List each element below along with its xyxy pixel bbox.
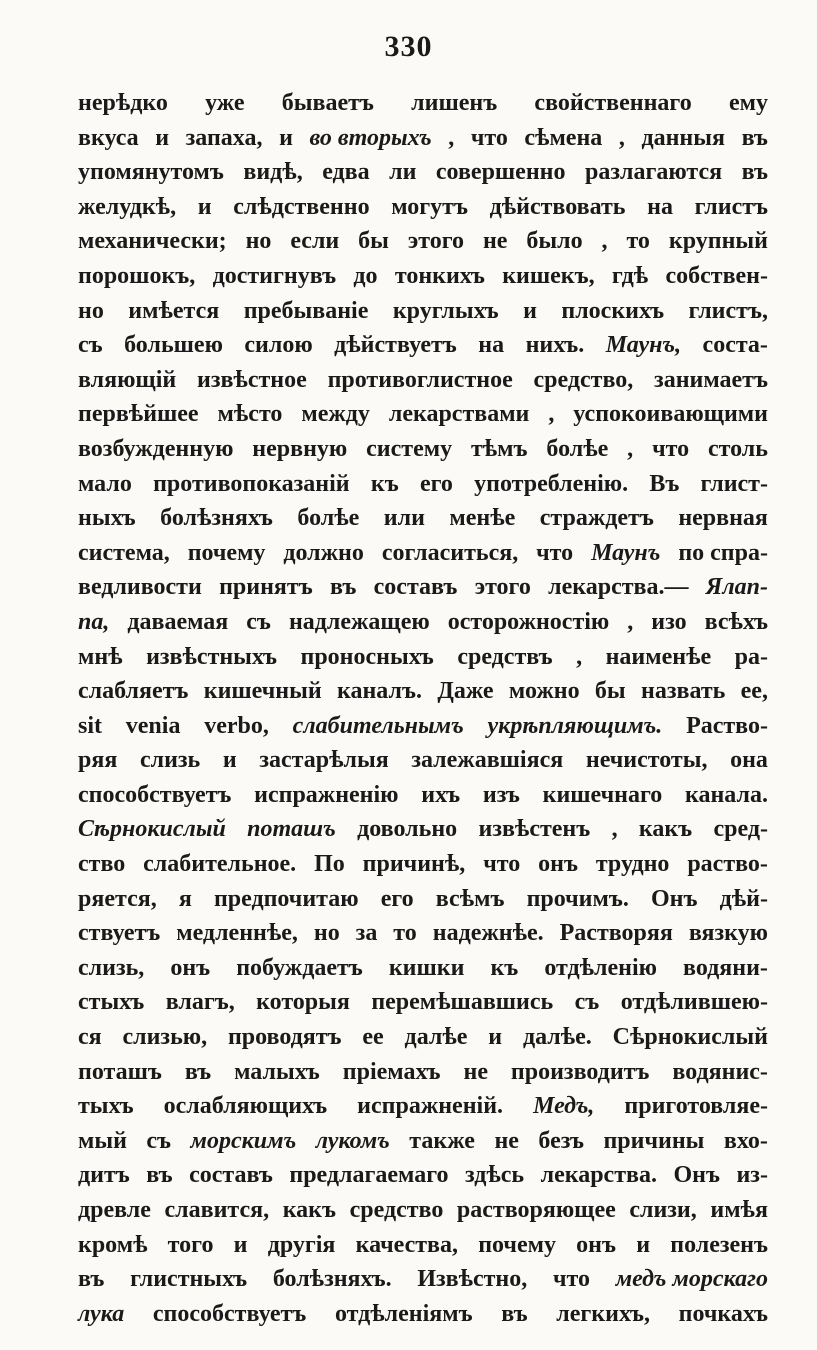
text-line: [78, 955, 768, 990]
word: другія: [267, 1231, 336, 1258]
word: слизью,: [122, 1024, 208, 1051]
text-line: [78, 644, 768, 679]
word: уже: [205, 90, 245, 116]
word: извѣстныхъ: [146, 643, 277, 670]
word: лука: [78, 1300, 125, 1327]
word: водяни-: [683, 954, 768, 981]
word: слѣдственно: [233, 193, 370, 220]
word: слабляетъ: [78, 678, 189, 705]
word: медленнѣе,: [176, 920, 298, 947]
word: перемѣшавшись: [371, 989, 554, 1016]
word: раство-: [687, 851, 768, 878]
word: мый: [78, 1127, 127, 1154]
word: пріемахъ: [342, 1058, 441, 1085]
word: болѣзняхъ.: [272, 1266, 392, 1293]
word: лишенъ: [411, 90, 498, 116]
word: въ: [741, 159, 768, 186]
word: его: [380, 885, 414, 912]
word: причины: [603, 1127, 705, 1154]
word: имѣется: [128, 297, 220, 324]
word: sit: [78, 712, 102, 739]
word: мѣсто: [217, 401, 283, 428]
word: между: [301, 401, 370, 428]
word: морскимъ: [190, 1127, 297, 1154]
word: качества,: [355, 1231, 459, 1258]
word: извѣстное: [197, 366, 307, 393]
word: всѣмъ: [435, 885, 505, 912]
word: славится,: [164, 1197, 270, 1223]
word: вкуса: [78, 124, 139, 151]
word: надлежащею: [288, 608, 430, 635]
word: желудкѣ,: [78, 193, 177, 220]
word: предпочитаю: [213, 885, 359, 912]
word: влагъ,: [165, 989, 235, 1016]
word: дѣйствовать: [489, 193, 626, 220]
word: побуждаетъ: [236, 954, 363, 981]
word: первѣйшее: [78, 401, 199, 428]
word: во вторыхъ: [309, 124, 432, 151]
word: ,: [627, 435, 634, 462]
word: кишекъ,: [502, 262, 595, 289]
text-line: [78, 1162, 768, 1197]
word: испражненій.: [357, 1093, 504, 1120]
word: кромѣ: [78, 1231, 148, 1258]
word: тонкихъ: [394, 262, 485, 289]
word: и: [523, 297, 537, 324]
word: отдѣлившею-: [620, 989, 768, 1016]
word: Сѣрнокислый: [612, 1024, 768, 1051]
text-line: [78, 886, 768, 921]
word: которыя: [256, 989, 350, 1016]
word: средство: [349, 1197, 444, 1223]
word: вязкую: [688, 920, 768, 947]
word: и: [488, 1024, 503, 1051]
word: ра-: [734, 643, 768, 670]
word: ,: [448, 124, 455, 151]
text-line: [78, 401, 768, 436]
word: поташъ: [247, 816, 336, 843]
word: приготовляе-: [624, 1093, 768, 1120]
word: то: [393, 920, 417, 947]
word: бываетъ: [281, 90, 374, 116]
word: не: [482, 228, 508, 255]
word: его: [419, 470, 453, 497]
word: противоглистное: [327, 366, 513, 393]
word: слизь: [139, 747, 201, 774]
text-line: [78, 678, 768, 713]
word: стыхъ: [78, 989, 145, 1016]
text-line: [78, 816, 768, 851]
word: Растворяя: [559, 920, 673, 947]
text-line: [78, 1301, 768, 1336]
word: и: [636, 1231, 651, 1258]
word: Маунъ,: [605, 332, 682, 359]
text-line: [78, 367, 768, 402]
word: слабительное.: [143, 851, 297, 878]
word: и: [279, 124, 293, 151]
word: вхо-: [723, 1127, 768, 1154]
word: Ялап-: [705, 574, 768, 601]
word: из-: [736, 1162, 768, 1189]
text-line: [78, 1024, 768, 1059]
word: дѣй-: [719, 885, 768, 912]
word: она: [730, 747, 768, 774]
word: ряется,: [78, 885, 157, 912]
text-line: [78, 436, 768, 471]
word: въ: [184, 1058, 212, 1085]
word: почкахъ: [678, 1300, 768, 1327]
word: способствуетъ: [78, 781, 232, 808]
word: далѣе.: [522, 1024, 592, 1051]
text-line: [78, 1232, 768, 1267]
word: по спра-: [678, 539, 768, 566]
word: слабительнымъ: [292, 712, 464, 739]
word: ее,: [740, 678, 768, 705]
word: довольно: [357, 816, 458, 843]
text-line: [78, 228, 768, 263]
word: ихъ: [421, 781, 461, 808]
word: водянис-: [672, 1058, 768, 1085]
word: этого: [474, 574, 531, 601]
word: Извѣстно,: [417, 1266, 528, 1293]
word: должно: [283, 539, 364, 566]
word: того: [167, 1231, 214, 1258]
word: могутъ: [391, 193, 468, 220]
text-line: [78, 747, 768, 782]
text-line: [78, 332, 768, 367]
word: бы: [358, 228, 389, 255]
word: ли: [389, 159, 417, 186]
word: въ: [146, 1162, 173, 1189]
word: до: [353, 262, 378, 289]
word: на: [478, 332, 505, 359]
word: ,: [627, 608, 634, 635]
word: залежавшіяся: [411, 747, 564, 774]
word: глистныхъ: [130, 1266, 248, 1293]
word: и: [222, 747, 237, 774]
word: систему: [366, 435, 453, 462]
word: ее: [362, 1024, 384, 1051]
word: причинѣ,: [362, 851, 466, 878]
word: застарѣлыя: [259, 747, 389, 774]
word: нервную: [252, 435, 348, 462]
text-line: [78, 90, 768, 125]
word: болѣе: [297, 505, 360, 532]
word: кишки: [388, 954, 465, 981]
word: что: [536, 539, 574, 566]
word: къ: [370, 470, 399, 497]
word: свойственнаго: [534, 90, 692, 116]
word: лекарства.: [540, 1162, 657, 1189]
word: способствуетъ: [152, 1300, 307, 1327]
page-number: 330: [384, 30, 433, 63]
word: возбужденную: [78, 435, 234, 462]
word: нерѣдко: [78, 90, 168, 116]
word: прочимъ.: [526, 885, 629, 912]
word: ,: [618, 124, 625, 151]
text-line: [78, 609, 768, 644]
word: лукомъ: [315, 1127, 390, 1154]
text-line: [78, 125, 768, 160]
text-line: [78, 1197, 768, 1232]
text-line: [78, 540, 768, 575]
word: соста-: [702, 332, 768, 359]
word: я: [178, 885, 192, 912]
word: болѣе: [546, 435, 609, 462]
word: ему: [728, 90, 768, 116]
word: испражненію: [254, 781, 399, 808]
word: всѣхъ: [704, 608, 768, 635]
text-line: [78, 194, 768, 229]
text-line: [78, 782, 768, 817]
text-line: [78, 851, 768, 886]
word: успокоивающими: [573, 401, 768, 428]
word: канала.: [685, 781, 768, 808]
word: онъ: [170, 954, 211, 981]
word: ,: [548, 401, 555, 428]
word: тыхъ: [78, 1093, 134, 1120]
word: ,: [611, 816, 618, 843]
word: но: [313, 920, 340, 947]
word: занимаетъ: [654, 366, 768, 393]
word: Маунъ: [591, 539, 661, 566]
word: что: [552, 1266, 590, 1293]
word: слизь,: [78, 954, 145, 981]
word: отдѣленію: [544, 954, 657, 981]
word: упомянутомъ: [78, 159, 224, 186]
word: дитъ: [78, 1162, 130, 1189]
word: менѣе: [449, 505, 516, 532]
word: съ: [146, 1127, 172, 1154]
text-line: [78, 159, 768, 194]
word: ,: [576, 643, 583, 670]
text-line: [78, 505, 768, 540]
word: этого: [407, 228, 465, 255]
word: если: [290, 228, 340, 255]
word: растворяющее: [456, 1197, 616, 1223]
word: какъ: [638, 816, 693, 843]
word: ныхъ: [78, 505, 136, 532]
word: порошокъ,: [78, 262, 196, 289]
word: средство,: [533, 366, 634, 393]
word: въ: [330, 574, 357, 601]
word: здѣсь: [465, 1162, 525, 1189]
word: едва: [322, 159, 370, 186]
word: Медъ,: [533, 1093, 595, 1120]
word: разлагаются: [584, 159, 723, 186]
word: противопоказаній: [153, 470, 350, 497]
word: крупный: [668, 228, 768, 255]
word: въ: [78, 1266, 105, 1293]
word: или: [383, 505, 425, 532]
text-line: [78, 574, 768, 609]
word: почему: [478, 1231, 556, 1258]
word: большею: [124, 332, 223, 359]
word: глистъ,: [688, 297, 768, 324]
word: ряя: [78, 747, 118, 774]
word: какъ: [282, 1197, 337, 1223]
word: мало: [78, 470, 132, 497]
word: ствуетъ: [78, 920, 161, 947]
word: далѣе: [404, 1024, 468, 1051]
word: съ: [78, 332, 103, 359]
word: согласиться,: [381, 539, 519, 566]
word: пребываніе: [243, 297, 369, 324]
word: запаха,: [185, 124, 263, 151]
word: и: [197, 193, 212, 220]
word: но: [245, 228, 272, 255]
text-line: [78, 1059, 768, 1094]
word: съ: [574, 989, 600, 1016]
text-line: [78, 1266, 768, 1301]
word: и: [155, 124, 170, 151]
word: что: [483, 851, 521, 878]
word: сред-: [713, 816, 768, 843]
word: каналъ.: [337, 678, 422, 705]
text-line: [78, 989, 768, 1024]
word: было: [526, 228, 583, 255]
word: наименѣе: [605, 643, 712, 670]
word: гдѣ: [611, 262, 649, 289]
word: съ: [246, 608, 271, 635]
word: и: [233, 1231, 248, 1258]
word: Даже: [437, 678, 494, 705]
word: почему: [187, 539, 266, 566]
word: осторожностію: [447, 608, 610, 635]
word: не: [494, 1127, 519, 1154]
word: ,: [601, 228, 608, 255]
text-line: [78, 471, 768, 506]
word: назвать: [641, 678, 726, 705]
text-line: [78, 713, 768, 748]
word: Въ: [649, 470, 680, 497]
word: трудно: [595, 851, 670, 878]
word: дѣйствуетъ: [334, 332, 457, 359]
word: безъ: [538, 1127, 584, 1154]
word: Сѣрнокислый: [78, 816, 226, 843]
word: По: [314, 851, 345, 878]
text-line: [78, 920, 768, 955]
word: проносныхъ: [300, 643, 434, 670]
word: ся: [78, 1024, 102, 1051]
word: страждетъ: [539, 505, 654, 532]
word: имѣя: [710, 1197, 768, 1223]
word: составъ: [189, 1162, 273, 1189]
word: принятъ: [219, 574, 313, 601]
word: кишечнаго: [542, 781, 663, 808]
word: производитъ: [510, 1058, 650, 1085]
word: ослабляющихъ: [163, 1093, 328, 1120]
word: не: [463, 1058, 488, 1085]
word: verbo,: [204, 712, 269, 739]
word: система,: [78, 539, 170, 566]
word: полезенъ: [670, 1231, 768, 1258]
word: употребленію.: [474, 470, 629, 497]
word: отдѣленіямъ: [334, 1300, 473, 1327]
word: данныя: [641, 124, 725, 151]
word: круглыхъ: [392, 297, 499, 324]
word: Раство-: [686, 712, 768, 739]
word: кишечный: [203, 678, 322, 705]
word: къ: [490, 954, 519, 981]
text-line: [78, 298, 768, 333]
word: предлагаемаго: [289, 1162, 449, 1189]
word: мнѣ: [78, 643, 123, 670]
word: въ: [501, 1300, 528, 1327]
word: видѣ,: [243, 159, 303, 186]
word: столь: [707, 435, 768, 462]
word: Онъ: [650, 885, 698, 912]
word: тѣмъ: [470, 435, 528, 462]
word: ведливости: [78, 574, 202, 601]
word: что: [470, 124, 508, 151]
word: па,: [78, 608, 110, 635]
word: venia: [125, 712, 181, 739]
text-line: [78, 263, 768, 298]
word: онъ: [576, 1231, 616, 1258]
word: то: [626, 228, 650, 255]
word: извѣстенъ: [478, 816, 591, 843]
word: что: [652, 435, 690, 462]
word: средствъ: [457, 643, 553, 670]
word: древле: [78, 1197, 151, 1223]
word: за: [355, 920, 378, 947]
word: изъ: [482, 781, 520, 808]
word: бы: [594, 678, 626, 705]
word: слизи,: [629, 1197, 697, 1223]
word: проводятъ: [227, 1024, 342, 1051]
word: силою: [244, 332, 313, 359]
word: лекарства.—: [548, 574, 689, 601]
word: малыхъ: [234, 1058, 320, 1085]
word: составъ: [373, 574, 458, 601]
word: плоскихъ: [561, 297, 665, 324]
word: сѣмена: [524, 124, 603, 151]
word: нихъ.: [525, 332, 585, 359]
body-text: [78, 90, 768, 1335]
word: даваемая: [127, 608, 229, 635]
word: поташъ: [78, 1058, 162, 1085]
word: также: [409, 1127, 475, 1154]
word: медъ морскаго: [615, 1266, 768, 1293]
word: болѣзняхъ: [160, 505, 273, 532]
word: вляющій: [78, 366, 177, 393]
word: надежнѣе.: [432, 920, 544, 947]
word: но: [78, 297, 104, 324]
word: лекарствами: [388, 401, 530, 428]
word: Онъ: [673, 1162, 720, 1189]
word: совершенно: [435, 159, 566, 186]
word: собствен-: [665, 262, 768, 289]
word: онъ: [538, 851, 578, 878]
word: ство: [78, 851, 126, 878]
word: нечистоты,: [585, 747, 708, 774]
word: достигнувъ: [212, 262, 337, 289]
word: можно: [508, 678, 580, 705]
text-line: [78, 1093, 768, 1128]
word: механически;: [78, 228, 227, 255]
word: въ: [741, 124, 768, 151]
word: легкихъ,: [556, 1300, 651, 1327]
word: глист-: [700, 470, 768, 497]
text-line: [78, 1128, 768, 1163]
word: на: [647, 193, 673, 220]
word: изо: [651, 608, 687, 635]
word: укрѣпляющимъ.: [487, 712, 663, 739]
word: глистъ: [694, 193, 768, 220]
word: нервная: [678, 505, 768, 532]
